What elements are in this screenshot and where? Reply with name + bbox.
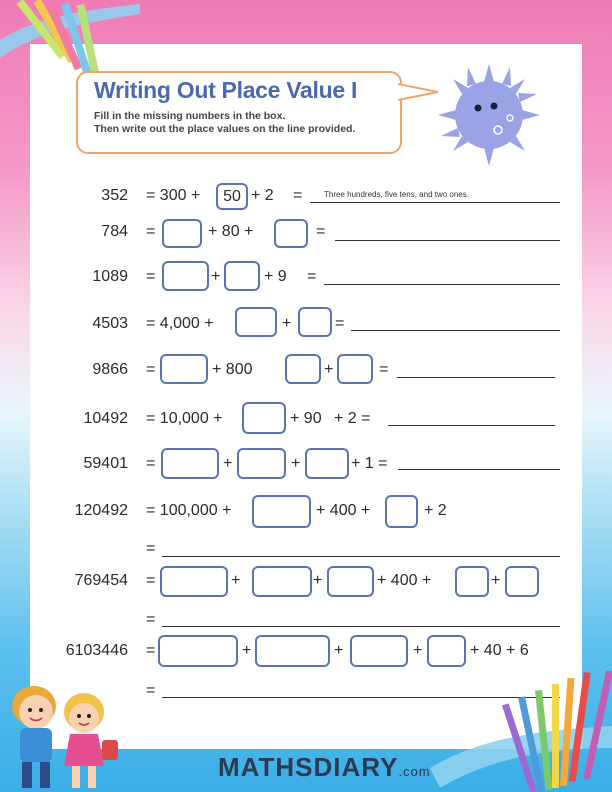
worksheet-title: Writing Out Place Value I bbox=[94, 77, 358, 103]
mathsdiary-logo bbox=[218, 752, 431, 783]
row-10-plus-40-plus-6: + 40 + 6 bbox=[470, 642, 529, 659]
row-5-answer-line[interactable] bbox=[397, 377, 555, 378]
row-1-answer-line[interactable] bbox=[310, 202, 560, 203]
row-4-box-1[interactable] bbox=[235, 307, 277, 337]
row-8-box-1[interactable] bbox=[252, 495, 311, 528]
row-9-equals: = bbox=[146, 572, 156, 589]
row-5-box-2[interactable] bbox=[285, 354, 321, 384]
row-10-plus-2: + bbox=[334, 642, 344, 659]
row-9-box-1[interactable] bbox=[160, 566, 228, 597]
row-6-plus-90: + 90 bbox=[290, 410, 322, 427]
row-10-box-1[interactable] bbox=[158, 635, 238, 667]
row-5-equals: = bbox=[146, 361, 156, 378]
row-9-box-2[interactable] bbox=[252, 566, 312, 597]
row-1-answer-box[interactable]: 50 bbox=[216, 183, 248, 210]
instructions bbox=[94, 110, 399, 136]
row-number-9866: 9866 bbox=[92, 361, 128, 378]
row-4-equals-4000: = 4,000 + bbox=[146, 315, 214, 332]
row-10-plus-3: + bbox=[413, 642, 423, 659]
instruction-line-2: Then write out the place values on the line provided. bbox=[94, 123, 356, 135]
row-10-box-2[interactable] bbox=[255, 635, 330, 667]
logo-suffix: .com bbox=[398, 764, 431, 779]
row-7-plus-2: + bbox=[291, 455, 301, 472]
row-7-box-1[interactable] bbox=[161, 448, 219, 479]
row-9-plus-2: + bbox=[313, 572, 323, 589]
row-7-plus-1: + bbox=[223, 455, 233, 472]
row-number-1089: 1089 bbox=[92, 268, 128, 285]
row-3-plus-9: + 9 bbox=[264, 268, 287, 285]
row-8-answer-line[interactable] bbox=[162, 556, 560, 557]
row-6-equals-10000: = 10,000 + bbox=[146, 410, 223, 427]
row-number-352: 352 bbox=[101, 187, 128, 204]
row-8-equals-100000: = 100,000 + bbox=[146, 502, 232, 519]
row-number-784: 784 bbox=[101, 223, 128, 240]
row-5-plus: + bbox=[324, 361, 334, 378]
row-3-equals-end: = bbox=[307, 268, 317, 285]
row-6-plus-2-equals: + 2 = bbox=[334, 410, 371, 427]
row-7-box-2[interactable] bbox=[237, 448, 286, 479]
row-10-box-3[interactable] bbox=[350, 635, 408, 667]
row-2-answer-line[interactable] bbox=[335, 240, 560, 241]
row-7-equals: = bbox=[146, 455, 156, 472]
row-8-equals-line: = bbox=[146, 540, 156, 557]
row-2-plus-80: + 80 + bbox=[208, 223, 254, 240]
kids-illustration bbox=[6, 676, 126, 792]
row-4-equals-end: = bbox=[335, 315, 345, 332]
row-number-10492: 10492 bbox=[83, 410, 128, 427]
row-8-plus-400: + 400 + bbox=[316, 502, 371, 519]
row-9-plus-3: + bbox=[491, 572, 501, 589]
row-3-plus: + bbox=[211, 268, 221, 285]
row-10-equals: = bbox=[146, 642, 156, 659]
row-2-box-1[interactable] bbox=[162, 219, 202, 248]
row-10-box-4[interactable] bbox=[427, 635, 466, 667]
row-number-769454: 769454 bbox=[74, 572, 128, 589]
row-number-59401: 59401 bbox=[83, 455, 128, 472]
row-5-equals-end: = bbox=[379, 361, 389, 378]
instruction-line-1: Fill in the missing numbers in the box. bbox=[94, 110, 286, 122]
row-number-6103446: 6103446 bbox=[65, 642, 128, 659]
row-5-box-3[interactable] bbox=[337, 354, 373, 384]
row-number-120492: 120492 bbox=[74, 502, 128, 519]
row-2-box-2[interactable] bbox=[274, 219, 308, 248]
logo-text: MATHSDIARY bbox=[218, 752, 399, 782]
colored-pencils-decoration bbox=[430, 668, 612, 792]
virus-mascot-icon bbox=[436, 62, 542, 168]
row-8-box-2[interactable] bbox=[385, 495, 418, 528]
row-4-box-2[interactable] bbox=[298, 307, 332, 337]
row-7-answer-line[interactable] bbox=[398, 469, 560, 470]
row-7-box-3[interactable] bbox=[305, 448, 349, 479]
row-3-box-2[interactable] bbox=[224, 261, 260, 291]
row-5-box-1[interactable] bbox=[160, 354, 208, 384]
row-10-plus-1: + bbox=[242, 642, 252, 659]
row-6-box-1[interactable] bbox=[242, 402, 286, 434]
row-9-plus-1: + bbox=[231, 572, 241, 589]
row-3-box-1[interactable] bbox=[162, 261, 209, 291]
row-1-equals-300: = 300 + bbox=[146, 187, 201, 204]
row-9-plus-400: + 400 + bbox=[377, 572, 432, 589]
row-9-box-3[interactable] bbox=[327, 566, 374, 597]
row-2-equals-end: = bbox=[316, 223, 326, 240]
row-7-plus-1-equals: + 1 = bbox=[351, 455, 388, 472]
row-9-answer-line[interactable] bbox=[162, 626, 560, 627]
row-4-plus: + bbox=[282, 315, 292, 332]
row-9-equals-line: = bbox=[146, 611, 156, 628]
row-6-answer-line[interactable] bbox=[388, 425, 555, 426]
row-4-answer-line[interactable] bbox=[351, 330, 560, 331]
row-1-equals: = bbox=[293, 187, 303, 204]
row-3-answer-line[interactable] bbox=[324, 284, 560, 285]
row-3-equals: = bbox=[146, 268, 156, 285]
row-1-plus-2: + 2 bbox=[251, 187, 274, 204]
row-8-plus-2: + 2 bbox=[424, 502, 447, 519]
row-1-written-answer: Three hundreds, five tens, and two ones. bbox=[324, 190, 469, 199]
row-number-4503: 4503 bbox=[92, 315, 128, 332]
callout-tail bbox=[398, 82, 438, 104]
row-9-box-5[interactable] bbox=[505, 566, 539, 597]
row-10-equals-line: = bbox=[146, 682, 156, 699]
row-9-box-4[interactable] bbox=[455, 566, 489, 597]
row-2-equals: = bbox=[146, 223, 156, 240]
row-5-plus-800: + 800 bbox=[212, 361, 253, 378]
